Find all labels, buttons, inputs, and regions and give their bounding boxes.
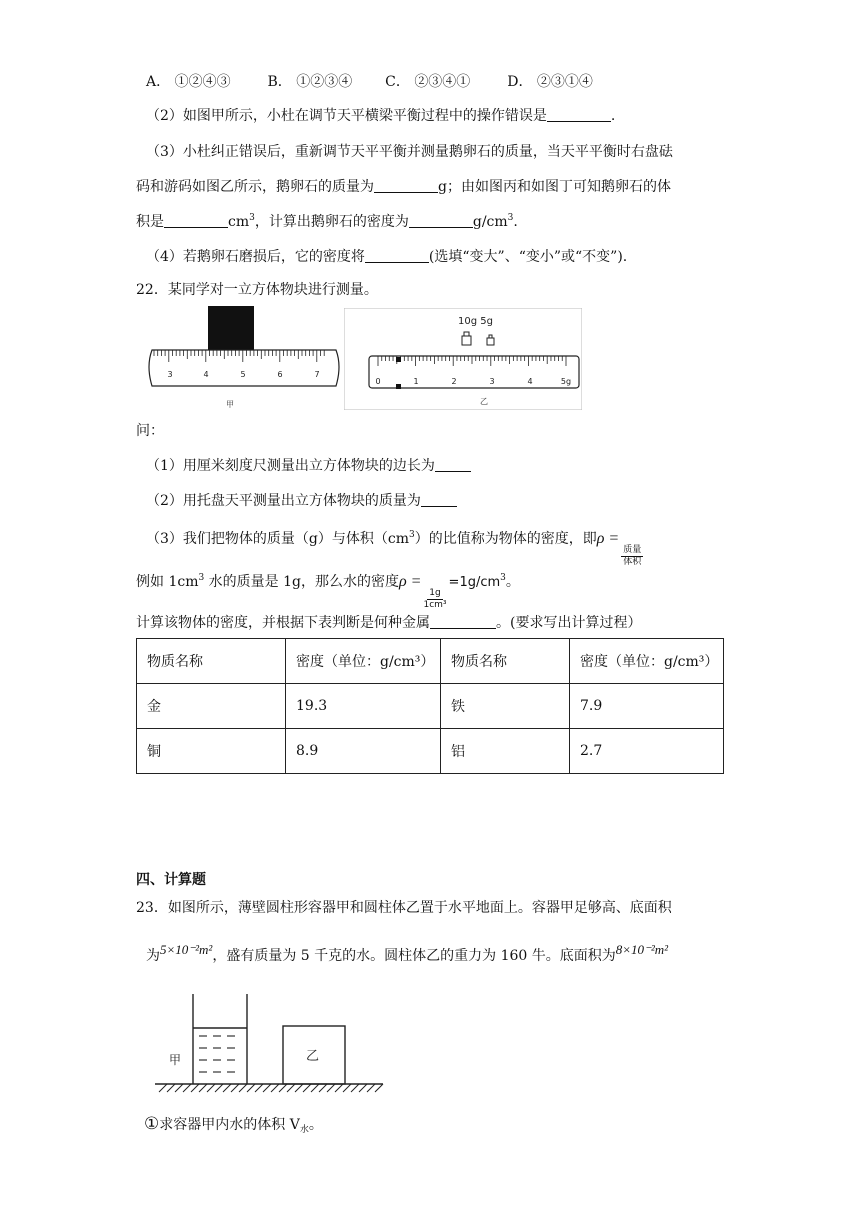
ground-hatch: [311, 1084, 319, 1092]
section-heading: 四、计算题: [136, 872, 206, 888]
q22-part3: （3）我们把物体的质量（g）与体积$(cm^3)$的比值称为物体的密度，即ρ = $\frac{\text{质量}}{\text{体积}}$: [146, 530, 642, 567]
ground-hatch: [327, 1084, 335, 1092]
ground-hatch: [191, 1084, 199, 1092]
table-cell: 铝: [441, 729, 570, 774]
table-row: [137, 639, 724, 684]
ruler-figure: [146, 304, 342, 412]
ground-hatch: [375, 1084, 383, 1092]
q21-part3-line3: 积是 $cm^3$，计算出鹅卵石的密度为 $g/cm^3$.: [136, 213, 518, 230]
ground-hatch: [239, 1084, 247, 1092]
label-yi: 乙: [306, 1049, 320, 1064]
answer-blank[interactable]: [421, 492, 457, 507]
table-cell: 7.9: [570, 684, 724, 729]
ground-hatch: [367, 1084, 375, 1092]
ground-hatch: [199, 1084, 207, 1092]
rider: [396, 357, 401, 362]
q21-part2: （2）如图甲所示，小杜在调节天平横梁平衡过程中的操作错误是 .: [146, 108, 616, 124]
option-c: C． ②③④①: [385, 74, 471, 90]
ground-hatch: [287, 1084, 295, 1092]
cube-block: [208, 306, 254, 350]
q22-part1: （1）用厘米刻度尺测量出立方体物块的边长为: [146, 456, 471, 476]
ground-hatch: [351, 1084, 359, 1092]
scale-tick-label: 1: [413, 377, 419, 386]
answer-options: [146, 72, 593, 92]
answer-blank[interactable]: [409, 213, 473, 228]
ground-hatch: [207, 1084, 215, 1092]
ground-hatch: [295, 1084, 303, 1092]
ground-hatch: [359, 1084, 367, 1092]
scale-tick-label: 3: [489, 377, 495, 386]
q23-line2: 为5×10⁻²m²，盛有质量为 5 千克的水。圆柱体乙的重力为 160 牛。底面积为8×10⁻²m²: [146, 942, 669, 964]
ground-hatch: [335, 1084, 343, 1092]
table-cell: 密度（单位：g/cm³）: [286, 639, 441, 684]
q21-part4: （4）若鹅卵石磨损后，它的密度将 (选填“变大”、“变小”或“不变”).: [146, 249, 628, 265]
weights: [462, 332, 494, 345]
option-d: D． ②③①④: [507, 74, 593, 90]
q23-line1: 23．如图所示，薄壁圆柱形容器甲和圆柱体乙置于水平地面上。容器甲足够高、底面积: [136, 900, 672, 916]
answer-blank[interactable]: [164, 213, 228, 228]
ground-hatch: [231, 1084, 239, 1092]
q22-ask: 问：: [136, 423, 164, 439]
scale-tick-label: 0: [375, 377, 381, 386]
figure-caption-jia: 甲: [226, 400, 234, 409]
weight-10g: [462, 336, 471, 345]
answer-blank[interactable]: [430, 614, 496, 629]
ground-hatch: [247, 1084, 255, 1092]
table-cell: 19.3: [286, 684, 441, 729]
ruler-tick-label: 6: [277, 370, 283, 379]
ruler-tick-label: 4: [203, 370, 209, 379]
ruler-tick-label: 7: [314, 370, 320, 379]
table-cell: 铁: [441, 684, 570, 729]
ground-hatch: [279, 1084, 287, 1092]
ground-hatch: [167, 1084, 175, 1092]
density-table: [136, 638, 724, 774]
scale-tick-label: 5g: [560, 377, 572, 386]
ground-hatch: [255, 1084, 263, 1092]
weights-label: 10g 5g: [458, 316, 493, 327]
ruler-tick-label: 5: [240, 370, 246, 379]
answer-blank[interactable]: [435, 457, 471, 472]
table-cell: 物质名称: [137, 639, 286, 684]
water-density-fraction: $\frac{1g}{\text{1cm³}}$: [423, 588, 447, 610]
q21-part3-line1: （3）小杜纠正错误后，重新调节天平平衡并测量鹅卵石的质量，当天平平衡时右盘砝: [146, 144, 673, 160]
q23-subquestion-1: ①求容器甲内水的体积 $V_水$。: [144, 1114, 323, 1135]
figure-caption-yi: 乙: [480, 397, 488, 406]
ground-hatch: [223, 1084, 231, 1092]
scale-tick-label: 4: [527, 377, 533, 386]
q22-calc: 计算该物体的密度，并根据下表判断是何种金属 。(要求写出计算过程）: [136, 615, 642, 631]
answer-blank[interactable]: [547, 107, 611, 122]
ruler-tick-label: 3: [167, 370, 173, 379]
balance-figure: [344, 308, 582, 410]
ground-hatch: [303, 1084, 311, 1092]
ground-hatch: [183, 1084, 191, 1092]
table-cell: 铜: [137, 729, 286, 774]
q21-part3-line2: 码和游码如图乙所示，鹅卵石的质量为 g；由如图丙和如图丁可知鹅卵石的体: [136, 179, 671, 195]
weight-5g: [487, 338, 494, 345]
ground-hatch: [159, 1084, 167, 1092]
ground-hatch: [343, 1084, 351, 1092]
option-a: A． ①②④③: [146, 74, 231, 90]
scale-tick-label: 2: [451, 377, 457, 386]
q22-example: 例如 $1cm^3$ 水的质量是 1g，那么水的密度ρ = $\frac{1g}{\text{1cm³}}$ $=1g/cm^3$。: [136, 573, 520, 610]
ground-hatch: [271, 1084, 279, 1092]
ground-hatch: [319, 1084, 327, 1092]
table-cell: 物质名称: [441, 639, 570, 684]
table-row: [137, 729, 724, 774]
ground-hatch: [215, 1084, 223, 1092]
table-cell: 8.9: [286, 729, 441, 774]
area-jia: 5×10⁻²m²: [160, 942, 213, 957]
ground-hatch: [263, 1084, 271, 1092]
container-figure: [155, 992, 387, 1096]
table-cell: 金: [137, 684, 286, 729]
density-fraction: $\frac{\text{质量}}{\text{体积}}$: [623, 545, 642, 567]
table-cell: 密度（单位：g/cm³）: [570, 639, 724, 684]
table-cell: 2.7: [570, 729, 724, 774]
label-jia: 甲: [169, 1053, 182, 1067]
area-yi: 8×10⁻²m²: [615, 942, 669, 957]
q22-part2: （2）用托盘天平测量出立方体物块的质量为: [146, 491, 457, 511]
option-b: B． ①②③④: [267, 74, 353, 90]
answer-blank[interactable]: [374, 178, 438, 193]
ground-hatch: [175, 1084, 183, 1092]
answer-blank[interactable]: [365, 248, 429, 263]
q22-title: 22．某同学对一立方体物块进行测量。: [136, 282, 378, 298]
table-row: [137, 684, 724, 729]
ruler-body: [149, 350, 339, 386]
